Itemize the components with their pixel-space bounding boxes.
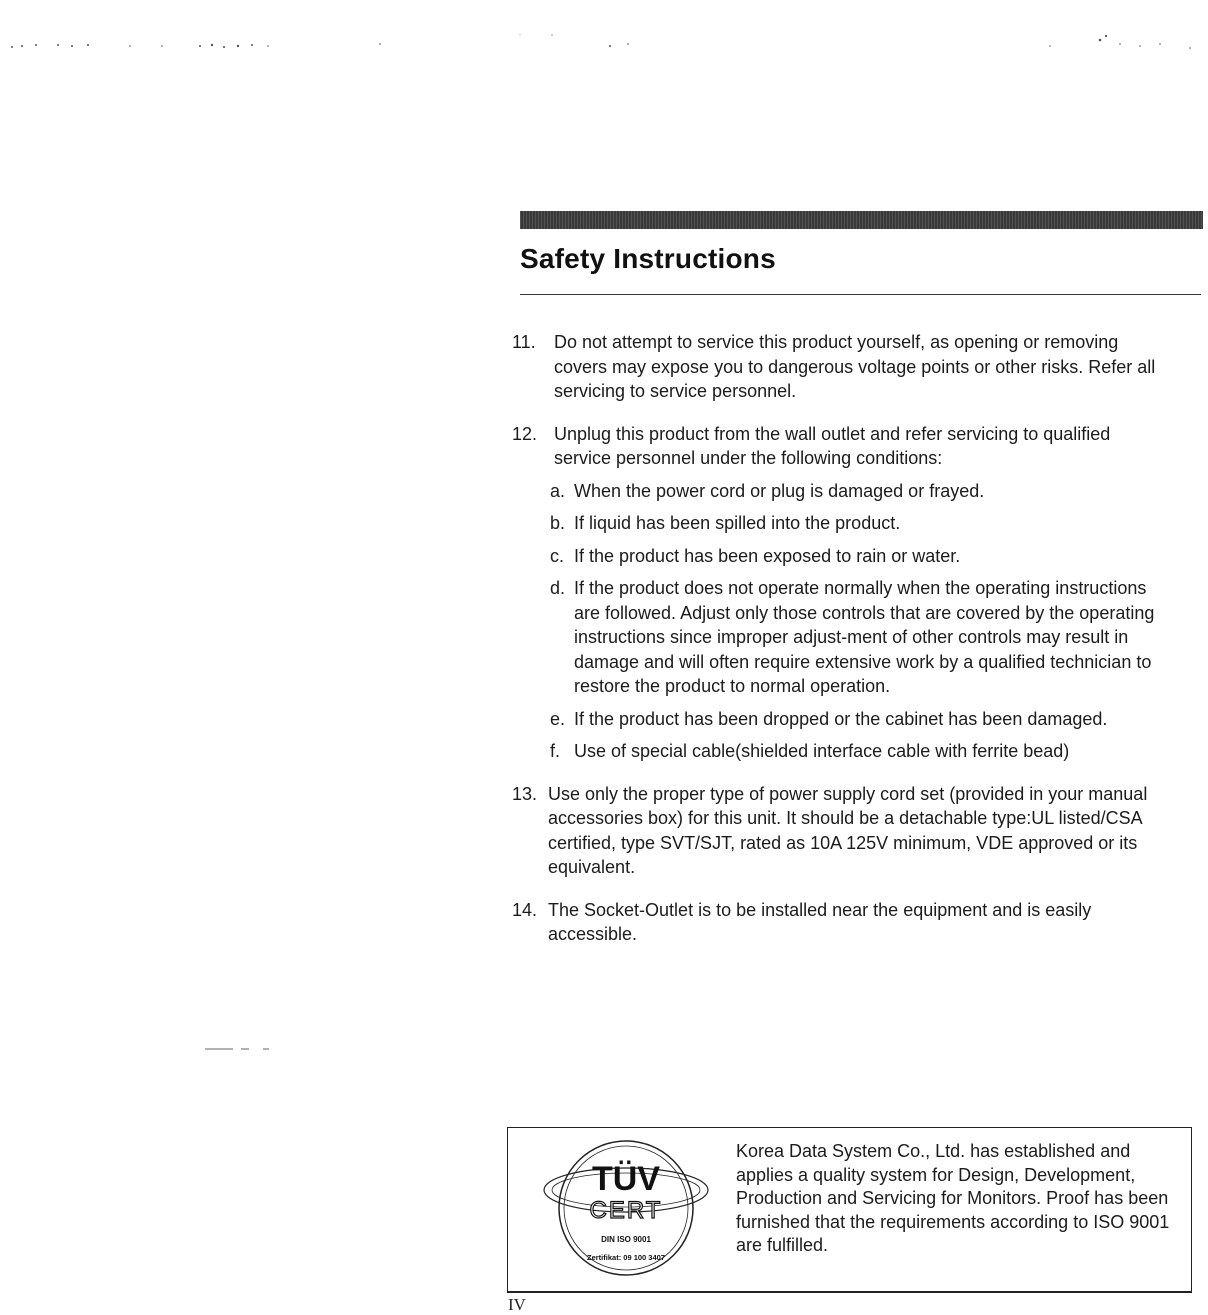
item-number: 12. <box>512 423 538 444</box>
page-number: IV <box>508 1295 526 1314</box>
condition-text: Use of special cable(shielded interface cable with ferrite bead) <box>574 741 1070 761</box>
condition-a <box>550 479 1162 504</box>
condition-c <box>550 544 1162 569</box>
condition-text: If liquid has been spilled into the product. <box>574 513 901 533</box>
item-text: Use only the proper type of power supply cord set (provided in your manual accessories box) for this unit. It should be a detachable type:UL listed/CSA certified, type SVT/SJT, rated as 10A 125V minimum, VDE approved or its equivalent. <box>548 783 1148 877</box>
header-bar <box>520 211 1203 229</box>
condition-letter: b. <box>550 513 566 533</box>
instruction-item-14 <box>512 898 1162 947</box>
safety-instructions-list <box>512 330 1162 965</box>
condition-text: When the power cord or plug is damaged or frayed. <box>574 480 985 501</box>
item-number: 13. <box>512 783 538 804</box>
condition-e <box>550 707 1162 732</box>
scan-mark <box>205 1046 335 1052</box>
logo-certificate: Zertifikat: 09 100 3407 <box>587 1253 665 1262</box>
instruction-item-11 <box>512 330 1162 404</box>
item-text: Unplug this product from the wall outlet and refer servicing to qualified service personnel under the following conditions: <box>554 423 1111 468</box>
page-title: Safety Instructions <box>520 243 776 274</box>
item-text: The Socket-Outlet is to be installed near the equipment and is easily accessible. <box>548 899 1092 944</box>
item-text: Do not attempt to service this product yourself, as opening or removing covers may expose you to dangerous voltage points or other risks. Refer all servicing to service personnel. <box>554 332 1156 401</box>
certification-box <box>507 1127 1192 1293</box>
tuv-cert-logo-icon <box>538 1138 714 1278</box>
logo-standard: DIN ISO 9001 <box>601 1235 651 1244</box>
condition-letter: e. <box>550 708 566 729</box>
condition-d <box>550 576 1162 699</box>
condition-text: If the product has been dropped or the cabinet has been damaged. <box>574 708 1108 729</box>
condition-f <box>550 739 1162 764</box>
condition-letter: c. <box>550 545 565 566</box>
condition-letter: d. <box>550 578 566 598</box>
instruction-item-12 <box>512 422 1162 764</box>
condition-text: If the product does not operate normally when the operating instructions are followed. Adjust only those controls that are covered by the operating instructions since improper adjust-ment of other controls may result in damage and will often require extensive work by a qualified technician to restore the product to normal operation. <box>574 578 1155 696</box>
condition-b <box>550 511 1162 536</box>
item-number: 11. <box>512 332 536 352</box>
scan-noise <box>0 34 1208 74</box>
logo-brand: TÜV <box>592 1160 660 1198</box>
condition-text: If the product has been exposed to rain or water. <box>574 545 961 566</box>
title-rule <box>520 294 1201 295</box>
condition-letter: a. <box>550 480 566 501</box>
conditions-list <box>550 479 1162 764</box>
logo-mark: CERT <box>589 1197 663 1224</box>
certification-statement: Korea Data System Co., Ltd. has established and applies a quality system for Design, Development, Production and Servicing for Monitors. Proof has been furnished that the requirements according to ISO 9001 are fulfilled. <box>736 1141 1170 1255</box>
condition-letter: f. <box>550 741 561 761</box>
instruction-item-13 <box>512 782 1162 880</box>
item-number: 14. <box>512 899 538 920</box>
